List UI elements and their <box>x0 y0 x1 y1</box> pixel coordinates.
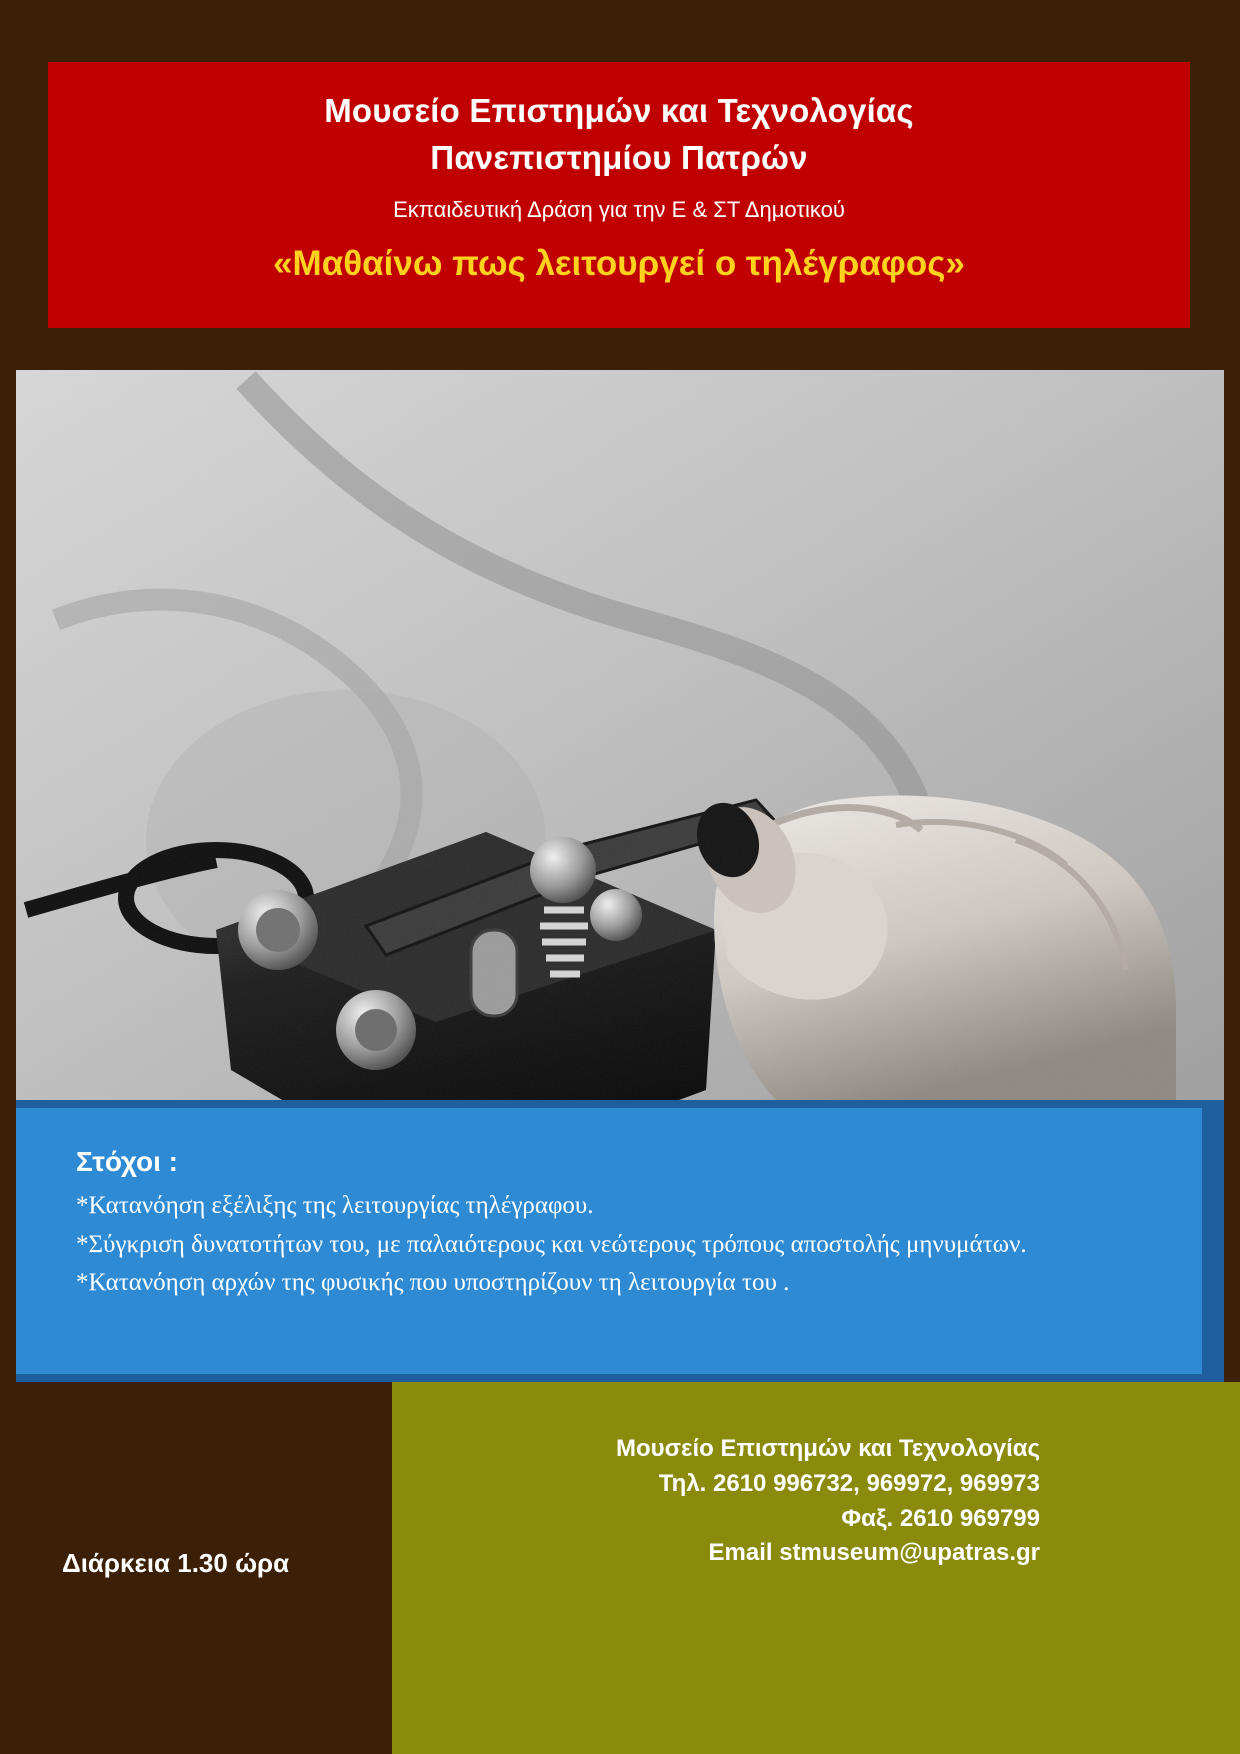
museum-title-line2: Πανεπιστημίου Πατρών <box>430 138 808 176</box>
telegraph-photo <box>16 370 1224 1100</box>
contact-museum-name: Μουσείο Επιστημών και Τεχνολογίας <box>616 1435 1040 1462</box>
contact-info <box>616 1432 1040 1571</box>
goals-panel <box>16 1108 1202 1374</box>
goal-item: *Κατανόηση εξέλιξης της λειτουργίας τηλέγραφου. <box>76 1192 594 1219</box>
contact-fax: Φαξ. 2610 969799 <box>841 1504 1040 1532</box>
goal-item: *Κατανόηση αρχών της φυσικής που υποστηρίζουν τη λειτουργία του . <box>76 1269 790 1296</box>
duration-label: Διάρκεια 1.30 ώρα <box>62 1548 290 1578</box>
header-band <box>48 62 1190 328</box>
goals-heading: Στόχοι : <box>76 1146 179 1177</box>
goal-item: *Σύγκριση δυνατοτήτων του, με παλαιότερους και νεώτερους τρόπους αποστολής μηνυμάτων. <box>76 1230 1027 1258</box>
goals-list <box>76 1188 1146 1302</box>
header-subtitle: Εκπαιδευτική Δράση για την Ε & ΣΤ Δημοτικού <box>393 196 845 222</box>
activity-title: «Μαθαίνω πως λειτουργεί ο τηλέγραφος» <box>273 244 965 284</box>
contact-phone: Τηλ. 2610 996732, 969972, 969973 <box>658 1469 1040 1497</box>
museum-title-line1: Μουσείο Επιστημών και Τεχνολογίας <box>324 92 914 129</box>
contact-email: Email stmuseum@upatras.gr <box>708 1539 1040 1567</box>
